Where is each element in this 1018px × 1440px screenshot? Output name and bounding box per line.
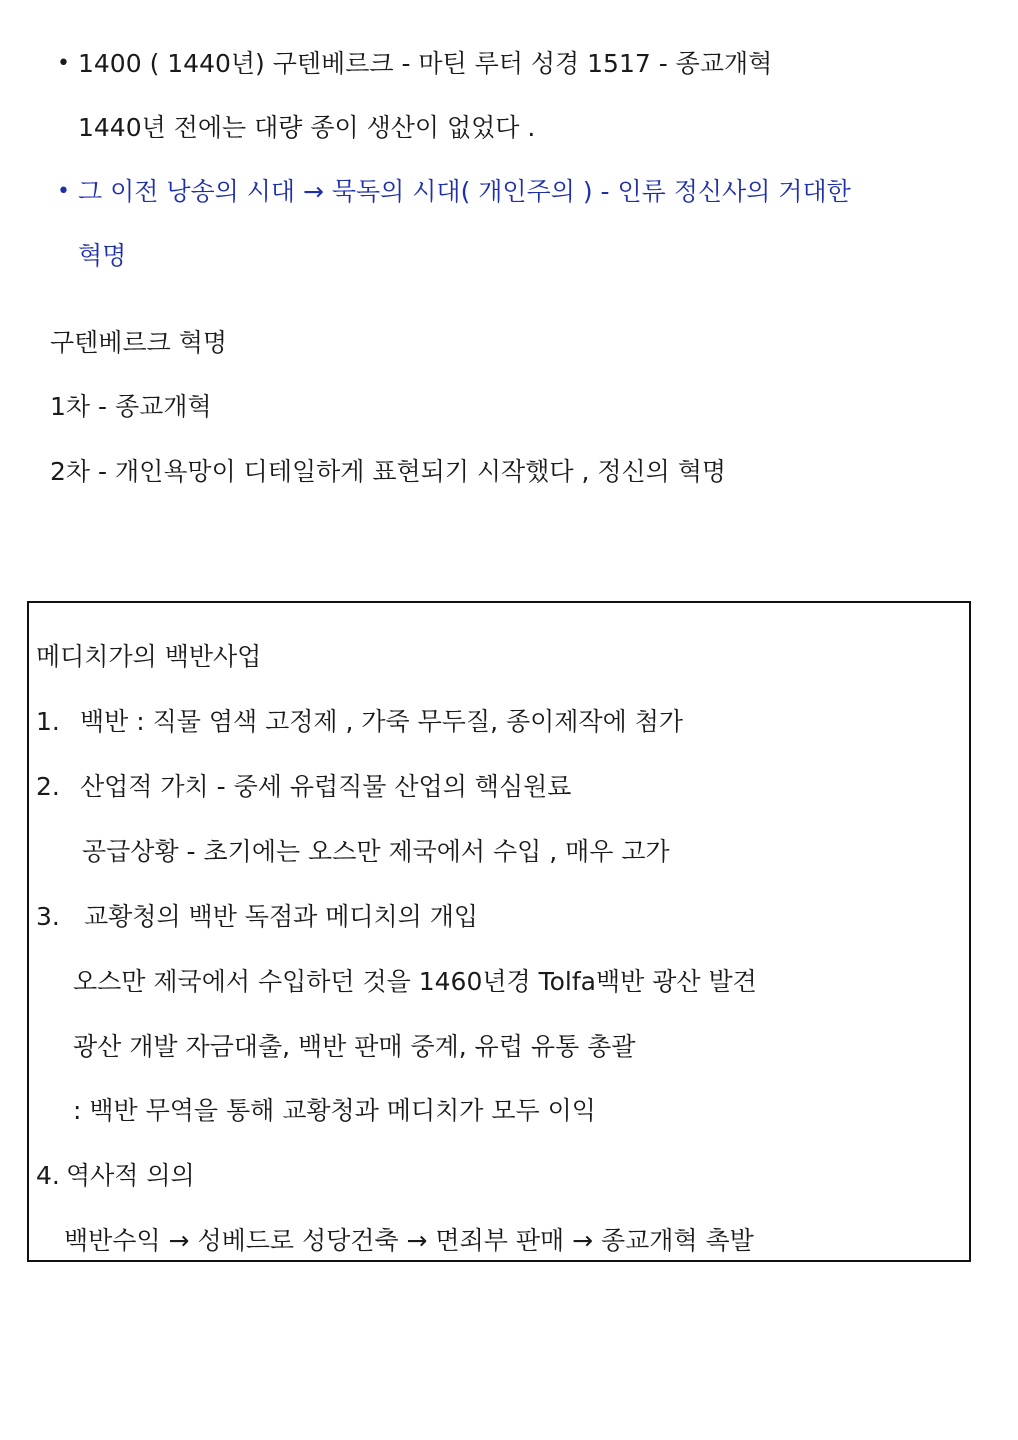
box-item-4-num: 4. xyxy=(36,1161,60,1190)
box-item-2-text: 산업적 가치 - 중세 유럽직물 산업의 핵심원료 xyxy=(80,772,572,801)
box-item-3-num: 3. xyxy=(36,902,60,931)
box-item-3-sub-3: : 백반 무역을 통해 교황청과 메디치가 모두 이익 xyxy=(73,1096,596,1125)
box-item-3-sub-1: 오스만 제국에서 수입하던 것을 1460년경 Tolfa백반 광산 발견 xyxy=(73,967,757,996)
bullet-icon: • xyxy=(57,51,70,76)
intro-line-1: 1400 ( 1440년) 구텐베르크 - 마틴 루터 성경 1517 - 종교개혁 xyxy=(78,49,773,78)
box-item-2-sub: 공급상황 - 초기에는 오스만 제국에서 수입 , 매우 고가 xyxy=(82,837,670,866)
intro-line-2: 1440년 전에는 대량 종이 생산이 없었다 . xyxy=(78,113,536,142)
intro-line-4: 혁명 xyxy=(78,241,127,270)
revolution-title: 구텐베르크 혁명 xyxy=(50,328,227,357)
box-item-2-num: 2. xyxy=(36,772,60,801)
intro-line-3: 그 이전 낭송의 시대 → 묵독의 시대( 개인주의 ) - 인류 정신사의 거대한 xyxy=(78,177,851,206)
revolution-second: 2차 - 개인욕망이 디테일하게 표현되기 시작했다 , 정신의 혁명 xyxy=(50,457,727,486)
box-item-3-sub-2: 광산 개발 자금대출, 백반 판매 중계, 유럽 유통 총괄 xyxy=(73,1032,636,1061)
revolution-first: 1차 - 종교개혁 xyxy=(50,392,212,421)
box-item-4-sub: 백반수익 → 성베드로 성당건축 → 면죄부 판매 → 종교개혁 촉발 xyxy=(64,1226,754,1255)
box-item-1-text: 백반 : 직물 염색 고정제 , 가죽 무두질, 종이제작에 첨가 xyxy=(80,707,683,736)
box-title: 메디치가의 백반사업 xyxy=(36,642,262,671)
bullet-icon: • xyxy=(57,179,70,204)
box-item-3-text: 교황청의 백반 독점과 메디치의 개입 xyxy=(84,902,479,931)
box-item-4-text: 역사적 의의 xyxy=(66,1161,195,1190)
box-item-1-num: 1. xyxy=(36,707,60,736)
